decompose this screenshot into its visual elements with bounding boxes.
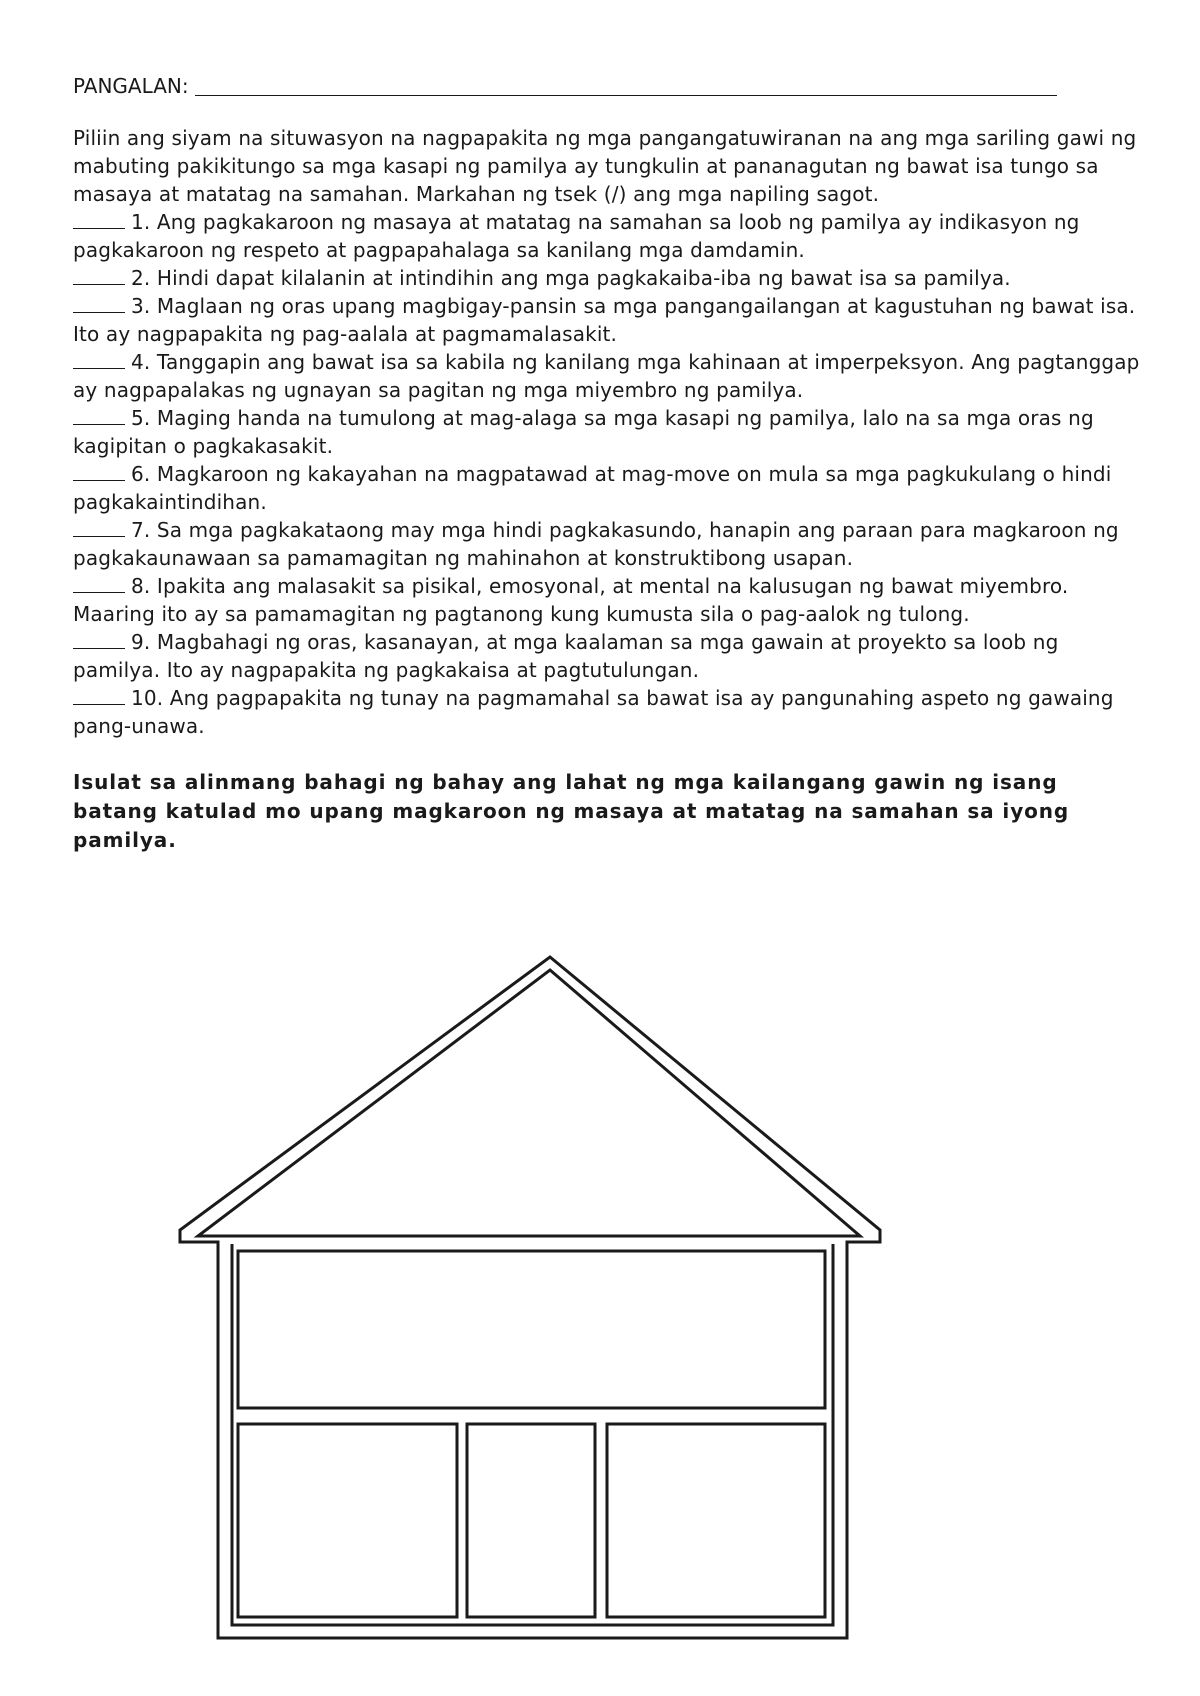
list-item <box>73 264 1143 292</box>
item-number: 2 . <box>131 266 157 290</box>
list-item <box>73 460 1143 516</box>
item-text: Magkaroon ng kakayahan na magpatawad at mag-move on mula sa mga pagkukulang o hindi pagkakaintindihan. <box>73 462 1112 514</box>
item-number: 6 . <box>131 462 157 486</box>
item-number: 9 . <box>131 630 157 654</box>
worksheet <box>73 60 1143 855</box>
check-blank[interactable] <box>73 208 125 229</box>
item-text: Ang pagpapakita ng tunay na pagmamahal sa bawat isa ay pangunahing aspeto ng gawaing pang-unawa. <box>73 686 1114 738</box>
check-blank[interactable] <box>73 628 125 649</box>
task-instruction: Isulat sa alinmang bahagi ng bahay ang lahat ng mga kailangang gawin ng isang batang katulad mo upang magkaroon ng masaya at matatag na samahan sa iyong pamilya. <box>73 770 1070 852</box>
list-item <box>73 292 1143 348</box>
house-diagram <box>170 950 930 1650</box>
lower-left-room-box[interactable] <box>238 1424 457 1617</box>
list-item <box>73 404 1143 460</box>
item-number: 3 . <box>131 294 157 318</box>
check-blank[interactable] <box>73 460 125 481</box>
instructions: Piliin ang siyam na situwasyon na nagpapakita ng mga pangangatuwiranan na ang mga sariling gawi ng mabuting pakikitungo sa mga kasapi ng pamilya ay tungkulin at pananagutan ng bawat isa tungo sa masaya at matatag na samahan. Markahan ng tsek (/) ang mga napiling sagot. <box>73 126 1137 206</box>
name-answer-line[interactable] <box>195 73 1057 96</box>
list-item <box>73 572 1143 628</box>
lower-right-room-box[interactable] <box>607 1424 825 1617</box>
item-number: 5 . <box>131 406 157 430</box>
name-label: PANGALAN: <box>73 74 189 98</box>
item-text: Magbahagi ng oras, kasanayan, at mga kaalaman sa mga gawain at proyekto sa loob ng pamilya. Ito ay nagpapakita ng pagkakaisa at pagtutulungan. <box>73 630 1059 682</box>
check-blank[interactable] <box>73 264 125 285</box>
check-blank[interactable] <box>73 572 125 593</box>
check-blank[interactable] <box>73 404 125 425</box>
item-number: 7 . <box>131 518 157 542</box>
item-text: Ang pagkakaroon ng masaya at matatag na samahan sa loob ng pamilya ay indikasyon ng pagkakaroon ng respeto at pagpapahalaga sa kanilang mga damdamin. <box>73 210 1080 262</box>
check-blank[interactable] <box>73 348 125 369</box>
item-text: Ipakita ang malasakit sa pisikal, emosyonal, at mental na kalusugan ng bawat miyembro. Maaring ito ay sa pamamagitan ng pagtanong kung kumusta sila o pag-aalok ng tulong. <box>73 574 1069 626</box>
item-text: Hindi dapat kilalanin at intindihin ang mga pagkakaiba-iba ng bawat isa sa pamilya. <box>156 266 1011 290</box>
list-item <box>73 516 1143 572</box>
item-text: Tanggapin ang bawat isa sa kabila ng kanilang mga kahinaan at imperpeksyon. Ang pagtanggap ay nagpapalakas ng ugnayan sa pagitan ng mga miyembro ng pamilya. <box>73 350 1140 402</box>
list-item <box>73 684 1143 740</box>
roof-writing-area[interactable] <box>198 970 860 1236</box>
item-number: 1 . <box>131 210 157 234</box>
item-text: Maging handa na tumulong at mag-alaga sa mga kasapi ng pamilya, lalo na sa mga oras ng kagipitan o pagkakasakit. <box>73 406 1094 458</box>
item-number: 4 . <box>131 350 157 374</box>
name-row <box>73 60 1143 100</box>
checklist <box>73 208 1143 740</box>
item-number: 10 . <box>131 686 170 710</box>
upper-room-box[interactable] <box>238 1251 825 1408</box>
list-item <box>73 628 1143 684</box>
lower-middle-room-box[interactable] <box>467 1424 595 1617</box>
item-number: 8 . <box>131 574 157 598</box>
list-item <box>73 348 1143 404</box>
item-text: Maglaan ng oras upang magbigay-pansin sa mga pangangailangan at kagustuhan ng bawat isa. Ito ay nagpapakita ng pag-aalala at pagmamalasakit. <box>73 294 1136 346</box>
check-blank[interactable] <box>73 684 125 705</box>
check-blank[interactable] <box>73 292 125 313</box>
list-item <box>73 208 1143 264</box>
item-text: Sa mga pagkakataong may mga hindi pagkakasundo, hanapin ang paraan para magkaroon ng pagkakaunawaan sa pamamagitan ng mahinahon at konstruktibong usapan. <box>73 518 1119 570</box>
check-blank[interactable] <box>73 516 125 537</box>
